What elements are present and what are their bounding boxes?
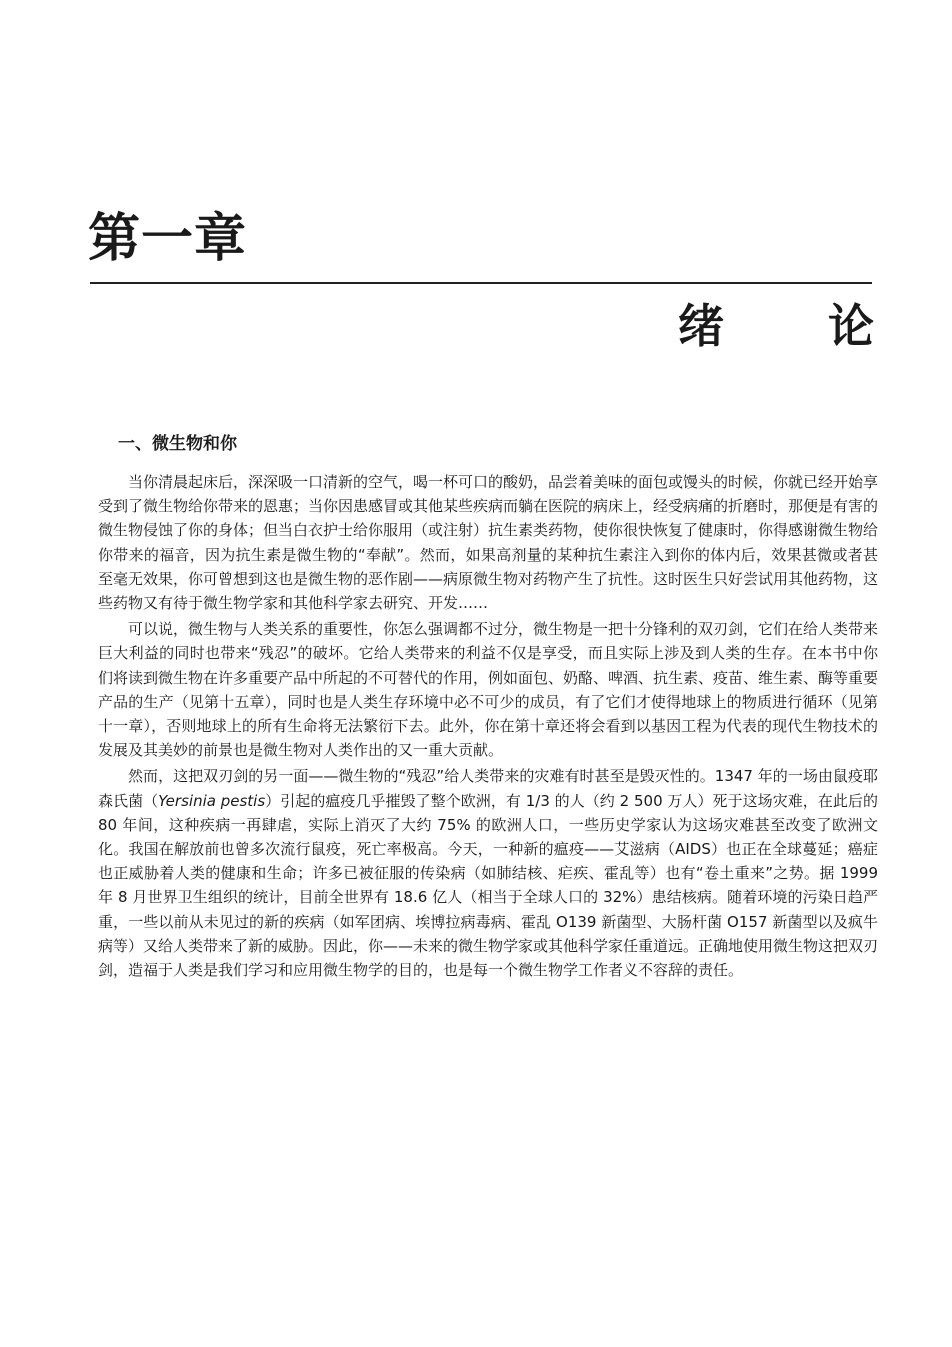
paragraph-3-part-2: ）引起的瘟疫几乎摧毁了整个欧洲，有 1/3 的人（约 2 500 万人）死于这场灾难，在此后的 80 年间，这种疾病一再肆虐，实际上消灭了大约 75% 的欧洲人口，一些历史学家认为这场灾难甚至改变了欧洲文化。我国在解放前也曾多次流行鼠疫，死亡率极高。今天，一种新的瘟疫——艾滋病（AIDS）也正在全球蔓延；癌症也正威胁着人类的健康和生命；许多已被征服的传染病（如肺结核、疟疾、霍乱等）也有“卷土重来”之势。据 1999 年 8 月世界卫生组织的统计，目前全世界有 18.6 亿人（相当于全球人口的 32%）患结核病。随着环境的污染日趋严重，一些以前从未见过的新的疾病（如军团病、埃博拉病毒病、霍乱 O139 新菌型、大肠杆菌 O157 新菌型以及疯牛病等）又给人类带来了新的威胁。因此，你——未来的微生物学家或其他科学家任重道远。正确地使用微生物这把双刃剑，造福于人类是我们学习和应用微生物学的目的，也是每一个微生物学工作者义不容辞的责任。 <box>98 791 879 980</box>
chapter-title-char-2: 论 <box>828 299 874 353</box>
paragraph-3 <box>98 764 878 982</box>
chapter-title <box>678 298 874 354</box>
paragraph-3-part-1: 然而，这把双刃剑的另一面——微生物的“残忍”给人类带来的灾难有时甚至是毁灭性的。1347 年的一场由鼠疫耶森氏菌（ <box>98 767 878 810</box>
body-text <box>98 470 878 982</box>
chapter-divider <box>90 282 872 284</box>
chapter-title-char-1: 绪 <box>678 299 724 353</box>
section-heading: 一、微生物和你 <box>118 434 237 454</box>
chapter-label: 第一章 <box>88 209 248 269</box>
paragraph-2: 可以说，微生物与人类关系的重要性，你怎么强调都不过分，微生物是一把十分锋利的双刃剑，它们在给人类带来巨大利益的同时也带来“残忍”的破坏。它给人类带来的利益不仅是享受，而且实际上涉及到人类的生存。在本书中你们将读到微生物在许多重要产品中所起的不可替代的作用，例如面包、奶酪、啤酒、抗生素、疫苗、维生素、酶等重要产品的生产（见第十五章），同时也是人类生存环境中必不可少的成员，有了它们才使得地球上的物质进行循环（见第十一章），否则地球上的所有生命将无法繁衍下去。此外，你在第十章还将会看到以基因工程为代表的现代生物技术的发展及其美妙的前景也是微生物对人类作出的又一重大贡献。 <box>98 620 879 760</box>
paragraph-1: 当你清晨起床后，深深吸一口清新的空气，喝一杯可口的酸奶，品尝着美味的面包或馒头的时候，你就已经开始享受到了微生物给你带来的恩惠；当你因患感冒或其他某些疾病而躺在医院的病床上，经受病痛的折磨时，那便是有害的微生物侵蚀了你的身体；但当白衣护士给你服用（或注射）抗生素类药物，使你很快恢复了健康时，你得感谢微生物给你带来的福音，因为抗生素是微生物的“奉献”。然而，如果高剂量的某种抗生素注入到你的体内后，效果甚微或者甚至毫无效果，你可曾想到这也是微生物的恶作剧——病原微生物对药物产生了抗性。这时医生只好尝试用其他药物，这些药物又有待于微生物学家和其他科学家去研究、开发…… <box>98 473 879 613</box>
species-name: Yersinia pestis <box>158 791 266 810</box>
